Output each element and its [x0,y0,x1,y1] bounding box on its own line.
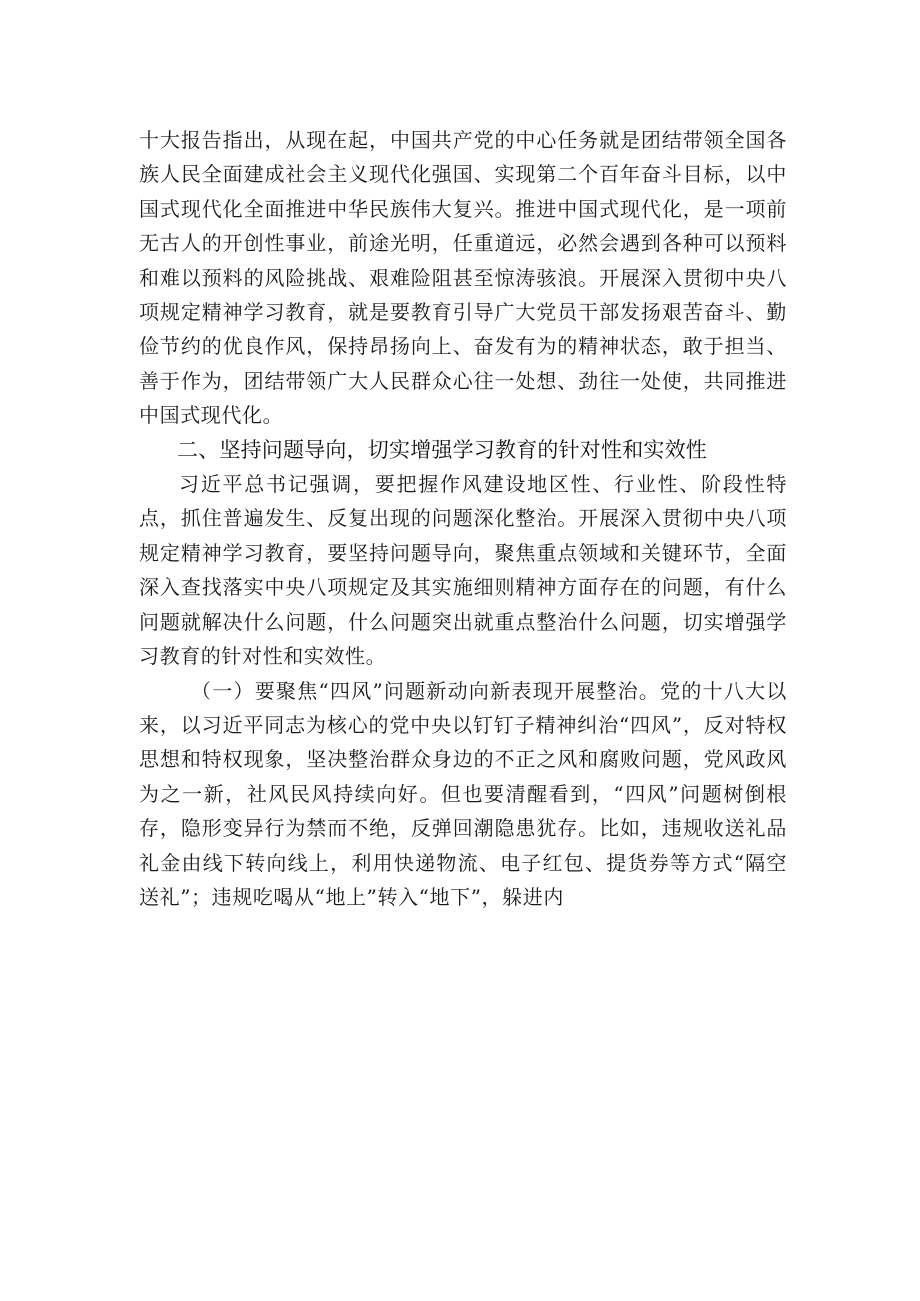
paragraph-continuation: 十大报告指出，从现在起，中国共产党的中心任务就是团结带领全国各族人民全面建成社会主义现代化强国、实现第二个百年奋斗目标，以中国式现代化全面推进中华民族伟大复兴。推进中国式现代化，是一项前无古人的开创性事业，前途光明，任重道远，必然会遇到各种可以预料和难以预料的风险挑战、艰难险阻甚至惊涛骇浪。开展深入贯彻中央八项规定精神学习教育，就是要教育引导广大党员干部发扬艰苦奋斗、勤俭节约的优良作风，保持昂扬向上、奋发有为的精神状态，敢于担当、善于作为，团结带领广大人民群众心往一处想、劲往一处使，共同推进中国式现代化。 [139,128,787,428]
paragraph-four-winds: （一）要聚焦“四风”问题新动向新表现开展整治。党的十八大以来，以习近平同志为核心的党中央以钉钉子精神纠治“四风”，反对特权思想和特权现象，坚决整治群众身边的不正之风和腐败问题，党风政风为之一新，社风民风持续向好。但也要清醒看到，“四风”问题树倒根存，隐形变异行为禁而不绝，反弹回潮隐患犹存。比如，违规收送礼品礼金由线下转向线上，利用快递物流、电子红包、提货券等方式“隔空送礼”；违规吃喝从“地上”转入“地下”，躲进内 [139,678,787,909]
document-body [139,123,787,914]
section-heading-2: 二、坚持问题导向，切实增强学习教育的针对性和实效性 [177,437,707,462]
paragraph-problem-orientation: 习近平总书记强调，要把握作风建设地区性、行业性、阶段性特点，抓住普遍发生、反复出现的问题深化整治。开展深入贯彻中央八项规定精神学习教育，要坚持问题导向，聚焦重点领域和关键环节，全面深入查找落实中央八项规定及其实施细则精神方面存在的问题，有什么问题就解决什么问题，什么问题突出就重点整治什么问题，切实增强学习教育的针对性和实效性。 [139,472,787,669]
